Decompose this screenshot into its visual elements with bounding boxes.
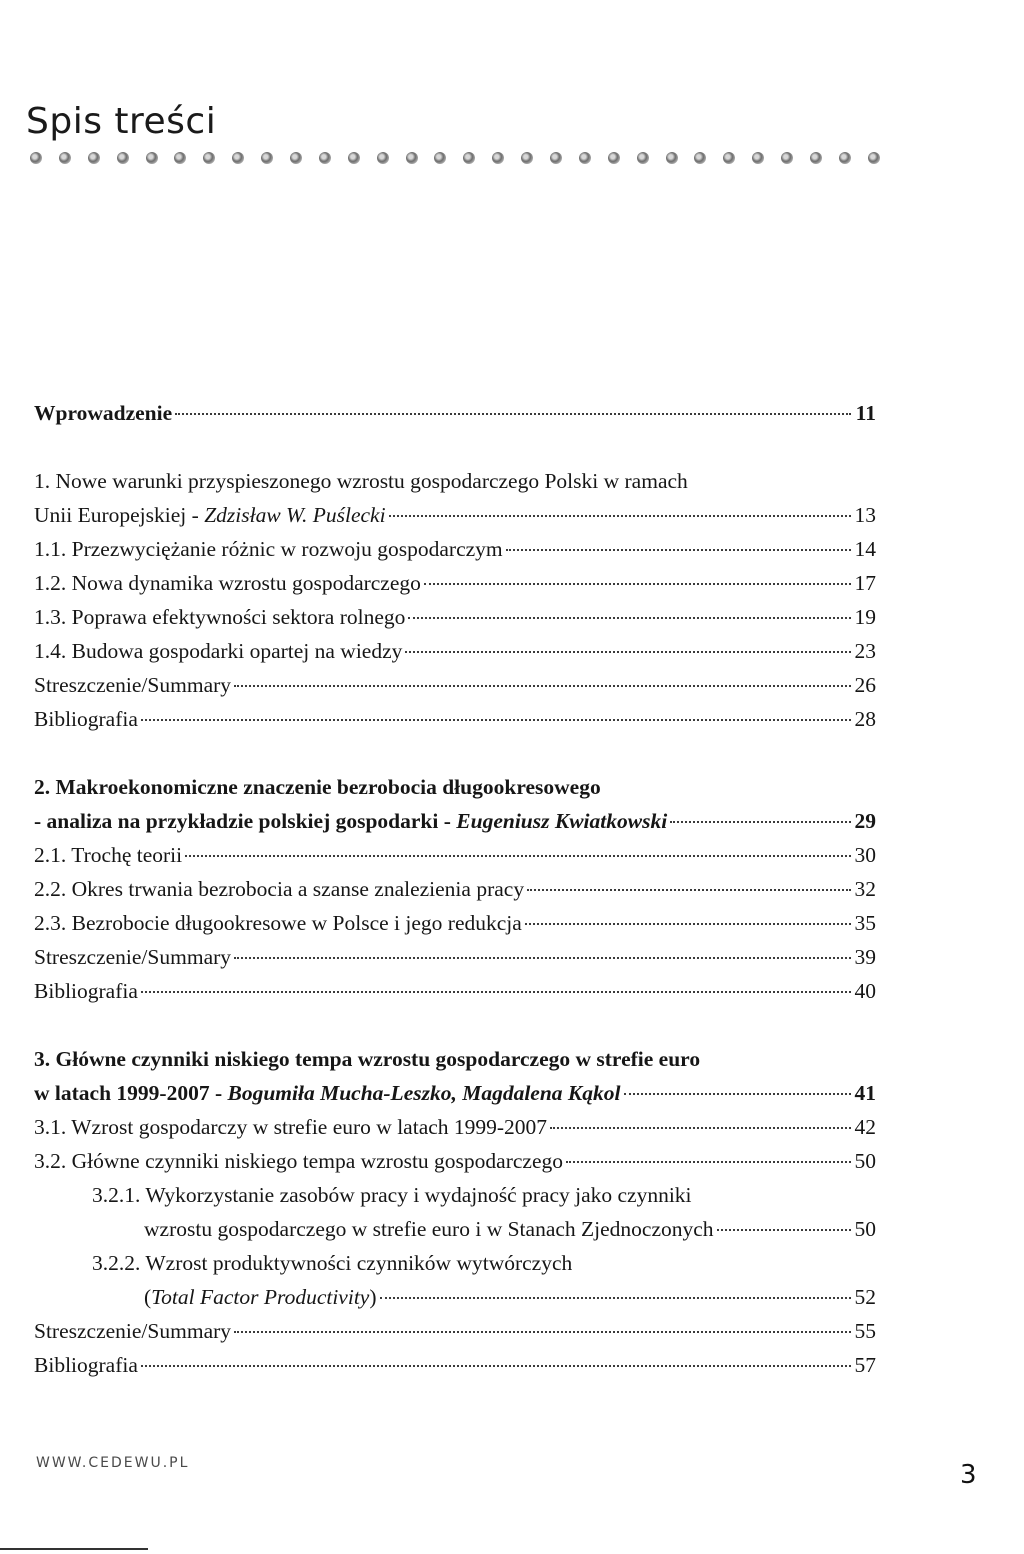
- chapter-2-title-continued[interactable]: - analiza na przykładzie polskiej gospodarki - Eugeniusz Kwiatkowski 29: [34, 804, 876, 838]
- dot-leader: [234, 957, 851, 959]
- dot-leader: [525, 923, 851, 925]
- dot-leader: [175, 413, 851, 415]
- dot-leader: [141, 1365, 851, 1367]
- chapter-3-title-continued[interactable]: w latach 1999-2007 - Bogumiła Mucha-Leszko, Magdalena Kąkol 41: [34, 1076, 876, 1110]
- toc-entry-1-3[interactable]: 1.3. Poprawa efektywności sektora rolnego 19: [34, 605, 876, 629]
- dot-leader: [670, 821, 851, 823]
- toc-entry-label: Wprowadzenie: [34, 401, 173, 425]
- toc-entry-1-4[interactable]: 1.4. Budowa gospodarki opartej na wiedzy 23: [34, 639, 876, 663]
- dot-leader: [234, 1331, 851, 1333]
- toc-page-number: 29: [854, 809, 876, 833]
- decorative-ornament-row: [30, 148, 880, 168]
- toc-entry-3-summary[interactable]: Streszczenie/Summary 55: [34, 1319, 876, 1343]
- chapter-1-author: Zdzisław W. Puślecki: [204, 503, 386, 527]
- dot-leader: [234, 685, 851, 687]
- page-number: 3: [960, 1460, 977, 1490]
- dot-leader: [389, 515, 851, 517]
- toc-entry-3-2-1-continued[interactable]: wzrostu gospodarczego w strefie euro i w Stanach Zjednoczonych 50: [144, 1217, 876, 1241]
- bottom-rule: [0, 1548, 148, 1550]
- dot-leader: [717, 1229, 851, 1231]
- toc-entry-2-1[interactable]: 2.1. Trochę teorii 30: [34, 843, 876, 867]
- toc-entry-2-bibliography[interactable]: Bibliografia 40: [34, 979, 876, 1003]
- dot-leader: [624, 1093, 852, 1095]
- dot-leader: [527, 889, 851, 891]
- toc-entry-1-1[interactable]: 1.1. Przezwyciężanie różnic w rozwoju gospodarczym 14: [34, 537, 876, 561]
- dot-leader: [380, 1297, 851, 1299]
- chapter-1-title-continued[interactable]: Unii Europejskiej - Zdzisław W. Puślecki 13: [34, 498, 876, 532]
- dot-leader: [566, 1161, 851, 1163]
- dot-leader: [141, 719, 851, 721]
- page-title: Spis treści: [26, 101, 217, 142]
- dot-leader: [405, 651, 851, 653]
- toc-entry-2-summary[interactable]: Streszczenie/Summary 39: [34, 945, 876, 969]
- dot-leader: [141, 991, 851, 993]
- table-of-contents: [34, 396, 876, 1382]
- toc-entry-3-2-2[interactable]: 3.2.2. Wzrost produktywności czynników wytwórczych: [92, 1251, 573, 1275]
- dot-leader: [506, 549, 851, 551]
- toc-entry-3-2-2-continued[interactable]: (Total Factor Productivity) 52: [144, 1285, 876, 1309]
- chapter-1-title[interactable]: 1. Nowe warunki przyspieszonego wzrostu gospodarczego Polski w ramach: [34, 469, 688, 493]
- toc-entry-3-2[interactable]: 3.2. Główne czynniki niskiego tempa wzrostu gospodarczego 50: [34, 1149, 876, 1173]
- toc-page-number: 11: [855, 401, 876, 425]
- dot-leader: [185, 855, 851, 857]
- toc-entry-1-2[interactable]: 1.2. Nowa dynamika wzrostu gospodarczego 17: [34, 571, 876, 595]
- dot-leader: [408, 617, 851, 619]
- toc-entry-1-summary[interactable]: Streszczenie/Summary 26: [34, 673, 876, 697]
- toc-entry-3-bibliography[interactable]: Bibliografia 57: [34, 1353, 876, 1377]
- toc-entry-introduction[interactable]: [34, 396, 876, 430]
- toc-entry-3-1[interactable]: 3.1. Wzrost gospodarczy w strefie euro w latach 1999-2007 42: [34, 1115, 876, 1139]
- toc-page-number: 41: [854, 1081, 876, 1105]
- chapter-2-author: Eugeniusz Kwiatkowski: [456, 809, 668, 833]
- chapter-3-authors: Bogumiła Mucha-Leszko, Magdalena Kąkol: [227, 1081, 621, 1105]
- toc-entry-1-bibliography[interactable]: Bibliografia 28: [34, 707, 876, 731]
- chapter-3-title[interactable]: 3. Główne czynniki niskiego tempa wzrostu gospodarczego w strefie euro: [34, 1047, 701, 1071]
- chapter-2-title[interactable]: 2. Makroekonomiczne znaczenie bezrobocia długookresowego: [34, 775, 601, 799]
- footer-url[interactable]: WWW.CEDEWU.PL: [36, 1455, 190, 1471]
- toc-entry-3-2-1[interactable]: 3.2.1. Wykorzystanie zasobów pracy i wydajność pracy jako czynniki: [92, 1183, 692, 1207]
- toc-page-number: 13: [854, 503, 876, 527]
- toc-entry-2-2[interactable]: 2.2. Okres trwania bezrobocia a szanse znalezienia pracy 32: [34, 877, 876, 901]
- dot-leader: [424, 583, 851, 585]
- dot-leader: [550, 1127, 851, 1129]
- toc-entry-2-3[interactable]: 2.3. Bezrobocie długookresowe w Polsce i jego redukcja 35: [34, 911, 876, 935]
